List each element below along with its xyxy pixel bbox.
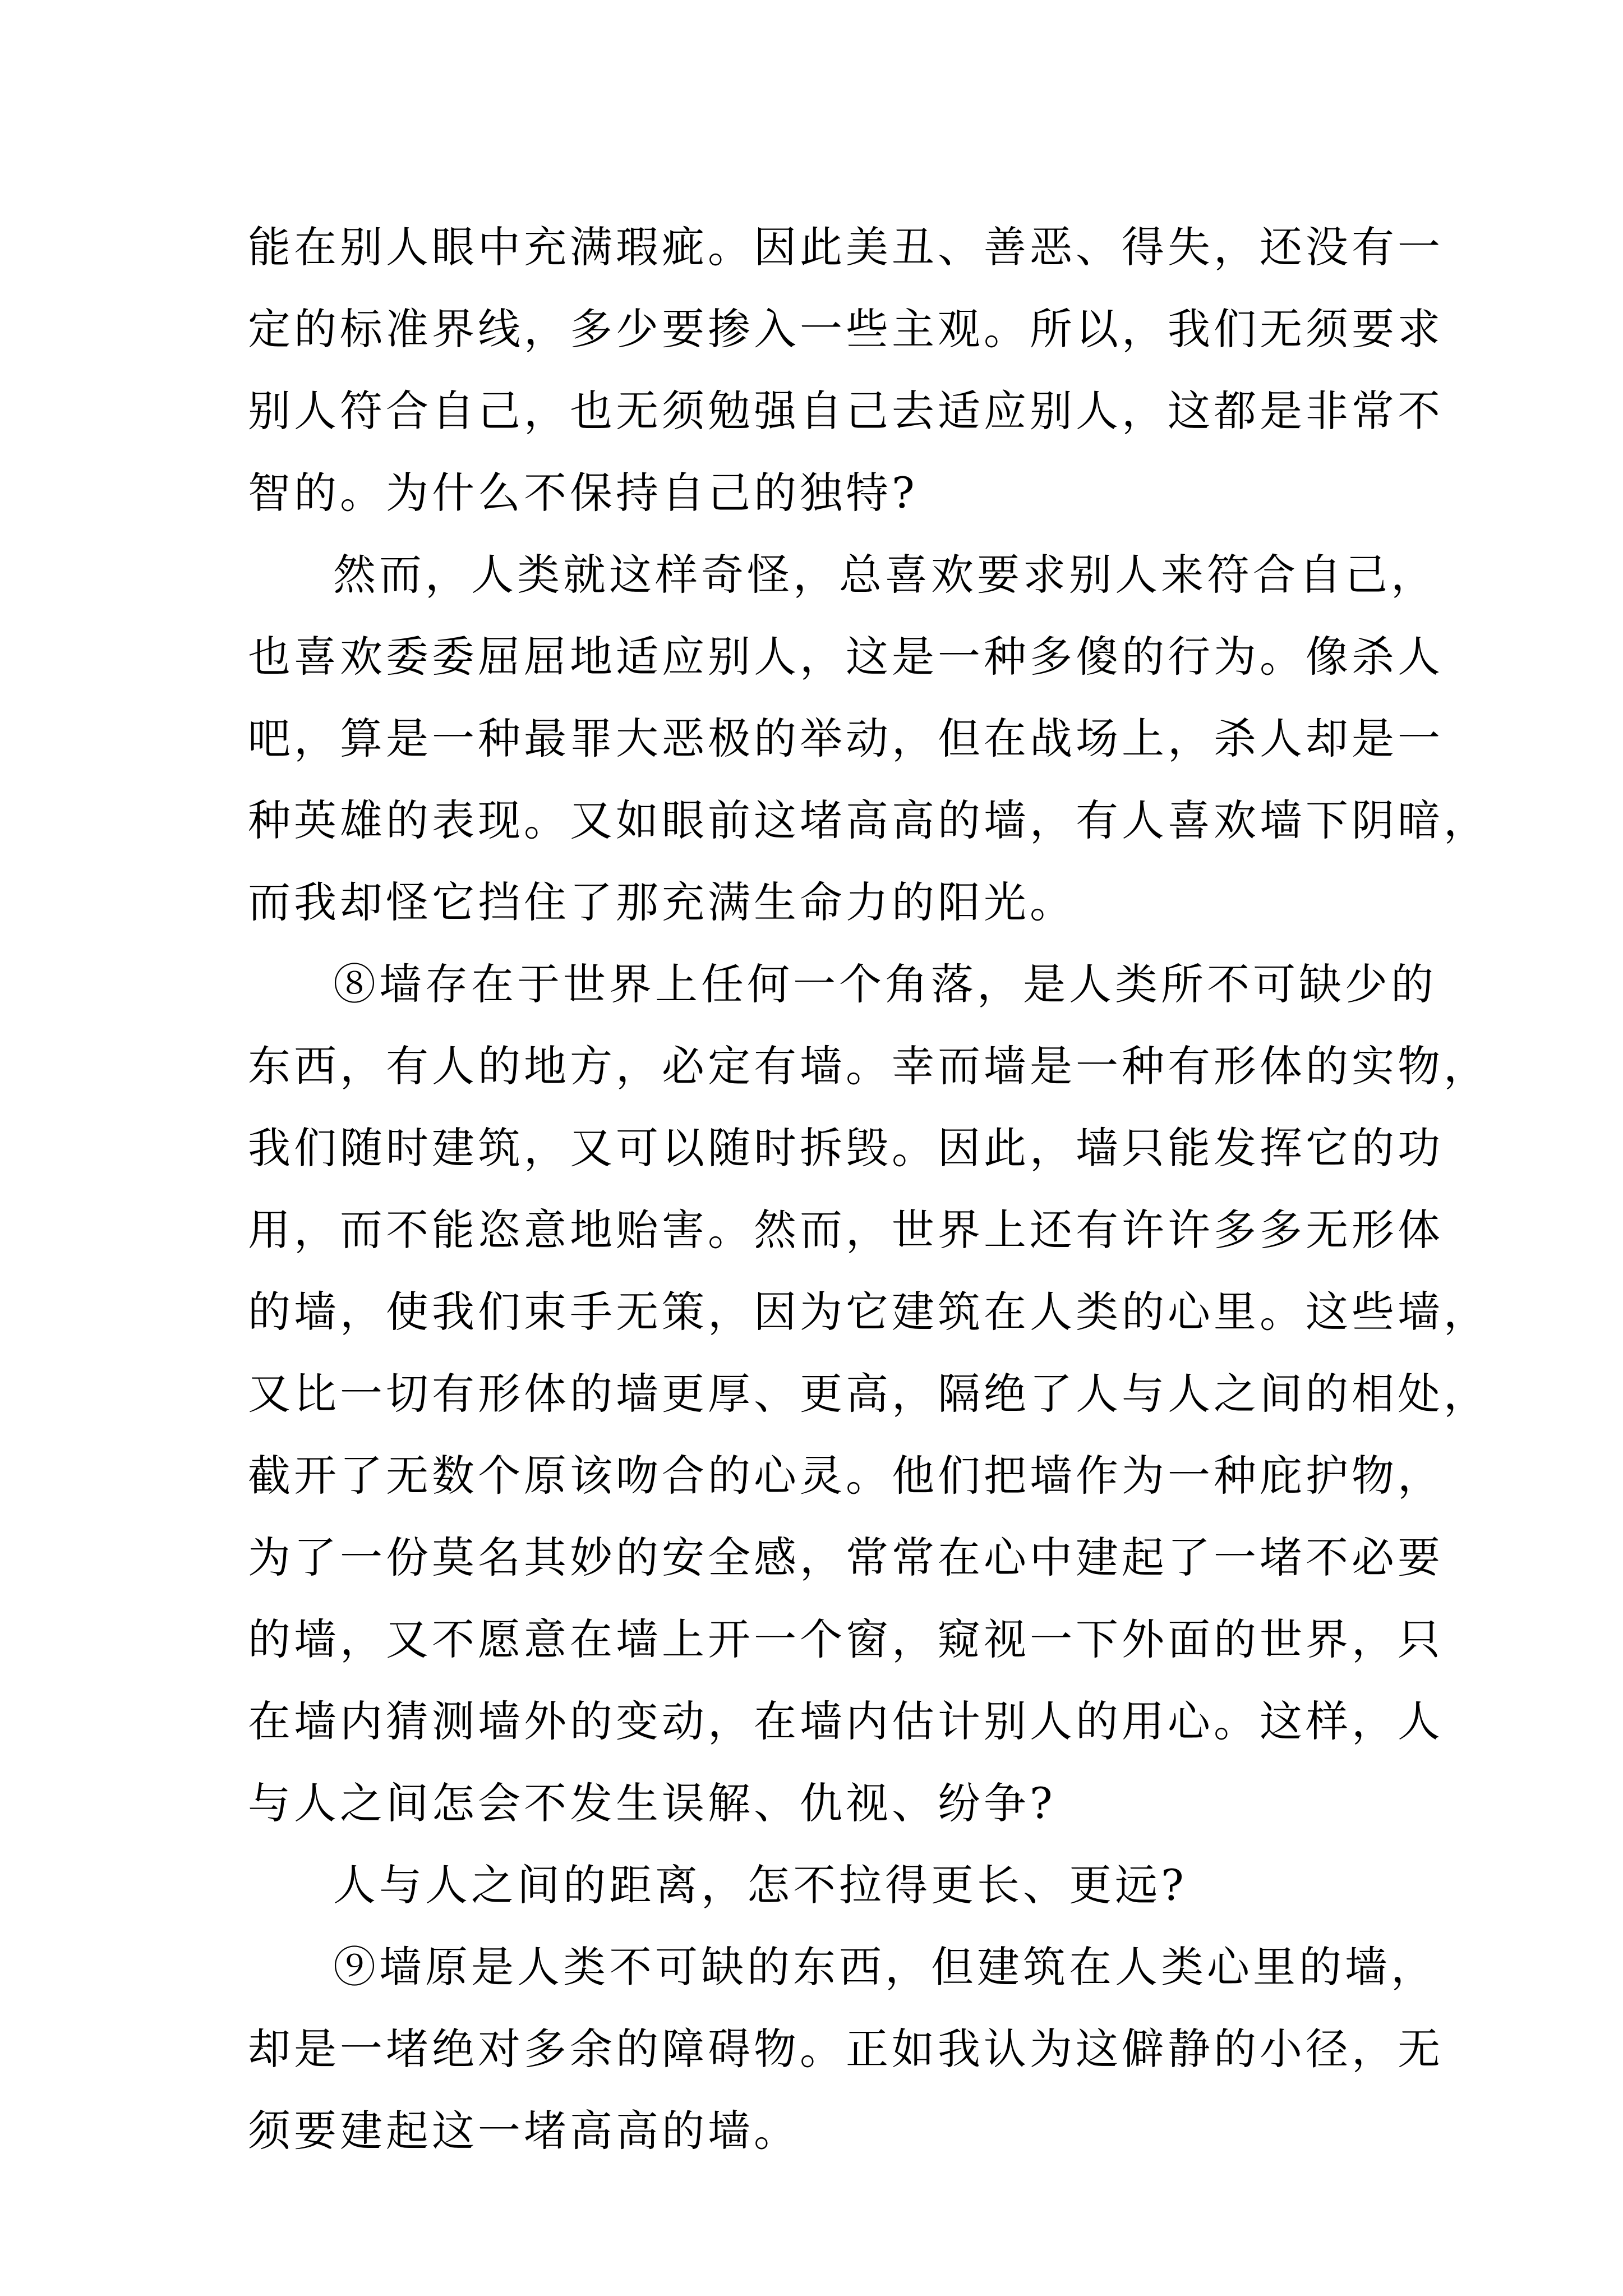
paragraph-start-line: 人与人之间的距离，怎不拉得更长、更远? [333,1860,1187,1910]
text-line: 而我却怪它挡住了那充满生命力的阳光。 [248,877,1076,927]
paragraph-start-line: ⑨墙原是人类不可缺的东西，但建筑在人类心里的墙， [333,1942,1437,1992]
text-line: 的墙，使我们束手无策，因为它建筑在人类的心里。这些墙， [248,1287,1490,1337]
text-line: 截开了无数个原该吻合的心灵。他们把墙作为一种庇护物， [248,1451,1444,1501]
essay-text [248,206,1490,2172]
text-line: 与人之间怎会不发生误解、仇视、纷争? [248,1778,1056,1828]
text-line: 须要建起这一堵高高的墙。 [248,2106,800,2156]
text-line: 东西，有人的地方，必定有墙。幸而墙是一种有形体的实物， [248,1041,1490,1091]
text-line: 又比一切有形体的墙更厚、更高，隔绝了人与人之间的相处， [248,1369,1490,1419]
text-line: 用，而不能恣意地贻害。然而，世界上还有许许多多无形体 [248,1205,1444,1255]
text-line: 能在别人眼中充满瑕疵。因此美丑、善恶、得失，还没有一 [248,222,1444,272]
text-line: 别人符合自己，也无须勉强自己去适应别人，这都是非常不 [248,386,1444,436]
text-line: 为了一份莫名其妙的安全感，常常在心中建起了一堵不必要 [248,1533,1444,1582]
text-line: 种英雄的表现。又如眼前这堵高高的墙，有人喜欢墙下阴暗， [248,795,1490,845]
text-line: 定的标准界线，多少要掺入一些主观。所以，我们无须要求 [248,304,1444,354]
text-line: 我们随时建筑，又可以随时拆毁。因此，墙只能发挥它的功 [248,1123,1444,1173]
text-line: 也喜欢委委屈屈地适应别人，这是一种多傻的行为。像杀人 [248,632,1444,682]
text-line: 在墙内猜测墙外的变动，在墙内估计别人的用心。这样，人 [248,1696,1444,1746]
text-line: 智的。为什么不保持自己的独特? [248,468,918,518]
text-line: 却是一堵绝对多余的障碍物。正如我认为这僻静的小径，无 [248,2024,1444,2074]
paragraph-start-line: ⑧墙存在于世界上任何一个角落，是人类所不可缺少的 [333,959,1437,1009]
paragraph-start-line: 然而，人类就这样奇怪，总喜欢要求别人来符合自己， [333,550,1437,600]
text-line: 吧，算是一种最罪大恶极的举动，但在战场上，杀人却是一 [248,714,1444,763]
text-line: 的墙，又不愿意在墙上开一个窗，窥视一下外面的世界，只 [248,1614,1444,1664]
